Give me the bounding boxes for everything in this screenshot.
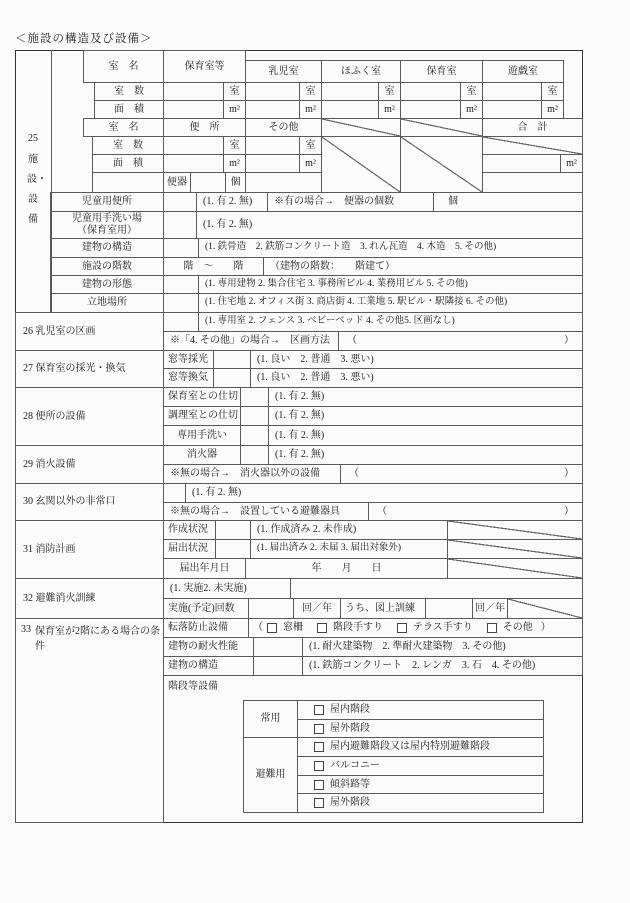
t1-col-nyujishitsu: 乳児室 [245, 60, 322, 83]
stairs-item-label: 屋内避難階段又は屋内特別避難階段 [330, 741, 490, 752]
t2-unit-room: 室 [223, 136, 246, 155]
checkbox-icon[interactable] [314, 780, 324, 790]
stairs-evac-item [297, 737, 544, 757]
t2-blank-cell [482, 172, 583, 193]
crossed-cell [447, 520, 583, 540]
hand-wash-options: (1. 有 2. 無) [196, 211, 583, 239]
checkbox-icon[interactable] [314, 761, 324, 771]
section-31-title: 31 消防計画 [15, 520, 164, 579]
hand-wash-label [50, 211, 164, 239]
child-toilet-entry[interactable] [163, 192, 197, 212]
checkbox-icon[interactable] [487, 623, 497, 633]
s33-structure-label: 建物の構造 [163, 656, 254, 676]
s32-options: (1. 実施2. 未実施) [163, 578, 291, 599]
location-entry[interactable] [163, 293, 199, 313]
stairs-item-label: 屋内階段 [330, 704, 370, 715]
t1-col-yugishitsu: 遊戯室 [482, 60, 564, 83]
s31-creation-entry[interactable] [215, 520, 251, 540]
stairs-item-label: 屋外階段 [330, 797, 370, 808]
t2-unit-room: 室 [299, 136, 322, 155]
section-25-vertical-title: 施設・設備 [27, 154, 47, 225]
t2-area-label: 面 積 [92, 154, 164, 173]
s27-daylight-entry[interactable] [213, 350, 251, 369]
s32-blank-cell [290, 578, 583, 599]
checkbox-icon[interactable] [397, 623, 407, 633]
t1-count-entry-hoiku[interactable] [400, 82, 461, 101]
s32-count-label: 実施(予定)回数 [163, 598, 249, 619]
stairs-evac-item [297, 793, 544, 813]
t1-unit-room: 室 [223, 82, 246, 101]
t1-unit-room: 室 [299, 82, 322, 101]
child-toilet-label: 児童用便所 [50, 192, 164, 212]
t1-room-name-header: 室 名 [83, 50, 164, 83]
t2-blank-cell [245, 172, 322, 193]
s26-options: (1. 専用室 2. フェンス 3. ベビーベッド 4. その他5. 区画なし) [198, 312, 583, 332]
stairs-evac-item [297, 756, 544, 776]
t1-unit-room: 室 [541, 82, 564, 101]
s28-partition-hoiku-label: 保育室との仕切 [163, 387, 241, 407]
open-paren: （ [349, 468, 359, 479]
t1-unit-room: 室 [378, 82, 401, 101]
t1-courtyard-header: 保育室等 [163, 50, 246, 83]
s28-handwash-options: (1. 有 2. 無) [268, 425, 583, 446]
s28-handwash-entry[interactable] [240, 425, 269, 446]
s33-fire-resist-options: (1. 耐火建築物 2. 準耐火建築物 3. その他) [302, 637, 583, 657]
s33-fire-resist-entry[interactable] [253, 637, 303, 657]
t1-area-entry-hofuku[interactable] [321, 100, 379, 119]
crossed-cell [400, 118, 483, 137]
t2-toilet-bowl-entry[interactable] [190, 172, 226, 193]
s32-per-year: 回／年 [472, 598, 508, 619]
stairs-normal-item [297, 719, 544, 738]
s32-tabletop-label: うち、図上訓練 [340, 598, 426, 619]
checkbox-icon[interactable] [314, 742, 324, 752]
close-paren: ） [564, 468, 574, 479]
t1-area-entry-courtyard[interactable] [163, 100, 224, 119]
t1-unit-room: 室 [460, 82, 483, 101]
section-29-title: 29 消火設備 [15, 445, 164, 484]
t1-col-hofukushitsu: ほふく室 [321, 60, 401, 83]
location-options: (1. 住宅地 2. オフィス街 3. 商店街 4. 工業地 5. 駅ビル・駅隣接 6. その他) [198, 293, 583, 313]
s32-tabletop-entry[interactable] [425, 598, 473, 619]
building-form-entry[interactable] [163, 275, 199, 294]
s26-note: ※「4. その他」の場合→ 区画方法 [163, 331, 339, 351]
s33-fall-options [248, 618, 583, 638]
section-27-title: 27 保育室の採光・換気 [15, 350, 164, 388]
t1-unit-sqm: m² [299, 100, 322, 119]
hand-wash-label-line2: （保育室用） [77, 225, 137, 236]
stairs-item-label: バルコニー [330, 760, 380, 771]
t1-count-entry-hofuku[interactable] [321, 82, 379, 101]
s27-ventilation-options: (1. 良い 2. 普通 3. 悪い) [250, 368, 583, 388]
checkbox-icon[interactable] [317, 623, 327, 633]
building-structure-entry[interactable] [163, 238, 199, 258]
building-form-label: 建物の形態 [50, 275, 164, 294]
t2-unit-ko: 個 [225, 172, 246, 193]
s30-evac-tools-writein[interactable] [368, 502, 583, 521]
s32-count-entry[interactable] [248, 598, 294, 619]
t2-area-entry-other[interactable] [245, 154, 300, 173]
checkbox-icon[interactable] [314, 798, 324, 808]
section-25-number-cell [15, 50, 52, 313]
t2-other-header: その他 [245, 118, 322, 137]
s31-creation-options: (1. 作成済み 2. 未作成) [250, 520, 448, 540]
t1-unit-sqm: m² [460, 100, 483, 119]
s33-fire-resist-label: 建物の耐火性能 [163, 637, 254, 657]
s27-ventilation-entry[interactable] [213, 368, 251, 388]
floors-label: 施設の階数 [50, 257, 164, 276]
hand-wash-label-line1: 児童用手洗い場 [72, 213, 142, 224]
s28-partition-kitchen-entry[interactable] [240, 406, 269, 426]
s26-entry[interactable] [163, 312, 199, 332]
open-paren: （ [377, 505, 387, 517]
t1-count-entry-yugi[interactable] [482, 82, 542, 101]
crossed-cell [321, 118, 401, 137]
building-structure-options: (1. 鉄骨造 2. 鉄筋コンクリート造 3. れん瓦造 4. 木造 5. その他) [198, 238, 583, 258]
s28-partition-hoiku-entry[interactable] [240, 387, 269, 407]
section-33-title-cell [15, 618, 164, 823]
s28-handwash-label: 専用手洗い [163, 425, 241, 446]
crossed-cell [507, 598, 583, 619]
s31-date-label: 届出年月日 [163, 558, 246, 579]
hand-wash-entry[interactable] [163, 211, 197, 239]
stairs-item-label: 傾斜路等 [330, 778, 370, 790]
stairs-evac-label: 避難用 [243, 737, 298, 813]
section-26-title: 26 乳児室の区画 [15, 312, 164, 351]
t2-count-entry-toilet[interactable] [163, 136, 224, 155]
s33-structure-options: (1. 鉄筋コンクリート 2. レンガ 3. 石 4. その他) [302, 656, 583, 676]
stairs-evac-item [297, 775, 544, 794]
s30-note: ※無の場合→ 設置している避難器具 [163, 502, 369, 521]
floors-range-cell[interactable]: 階 ～ 階 [163, 257, 264, 276]
s27-daylight-label: 窓等採光 [163, 350, 214, 369]
s31-creation-label: 作成状況 [163, 520, 216, 540]
s26-method-writein[interactable] [338, 331, 583, 351]
crossed-cell [447, 539, 583, 559]
t1-area-entry-yugi[interactable] [482, 100, 542, 119]
t1-count-label: 室 数 [94, 82, 164, 101]
crossed-cell [400, 136, 483, 193]
s27-ventilation-label: 窓等換気 [163, 368, 214, 388]
close-paren: ） [540, 622, 551, 633]
section-32-title: 32 避難消火訓練 [15, 578, 164, 619]
t1-count-entry-nyuji[interactable] [245, 82, 300, 101]
s33-fall-item-label: 窓柵 [283, 622, 303, 633]
s27-daylight-options: (1. 良い 2. 普通 3. 悪い) [250, 350, 583, 369]
s31-submission-entry[interactable] [215, 539, 251, 559]
t2-toilet-header: 便 所 [163, 118, 246, 137]
crossed-cell [321, 136, 401, 193]
s31-submission-options: (1. 届出済み 2. 未届 3. 届出対象外) [250, 539, 448, 559]
section-33-title: 保育室が2階にある場合の条件 [35, 626, 160, 652]
t1-unit-sqm: m² [541, 100, 564, 119]
s33-fall-label: 転落防止設備 [163, 618, 249, 638]
t2-total-header: 合 計 [482, 118, 583, 137]
t2-room-name-header: 室 名 [83, 118, 164, 137]
s28-partition-kitchen-options: (1. 有 2. 無) [268, 406, 583, 426]
crossed-cell [482, 136, 583, 155]
checkbox-icon[interactable] [267, 623, 277, 633]
checkbox-icon[interactable] [314, 724, 324, 734]
section-28-title: 28 便所の設備 [15, 387, 164, 446]
t2-count-entry-other[interactable] [245, 136, 300, 155]
location-label: 立地場所 [50, 293, 164, 313]
s29-extinguisher-entry[interactable] [240, 445, 269, 465]
s32-per-year: 回／年 [293, 598, 341, 619]
t2-total-area-entry[interactable] [482, 154, 561, 173]
stairs-item-label: 屋外階段 [330, 722, 370, 734]
s30-options: (1. 有 2. 無) [185, 483, 583, 503]
open-paren: （ [347, 335, 357, 346]
close-paren: ） [564, 335, 574, 346]
child-toilet-options: (1. 有 2. 無) [196, 192, 268, 212]
stairs-normal-label: 常用 [243, 700, 298, 738]
building-form-options: (1. 専用建物 2. 集合住宅 3. 事務所ビル 4. 業務用ビル 5. その他) [198, 275, 583, 294]
t1-area-entry-hoiku[interactable] [400, 100, 461, 119]
crossed-cell [447, 558, 583, 579]
t1-unit-sqm: m² [223, 100, 246, 119]
floors-note-cell[interactable]: （建物の階数： 階建て） [263, 257, 583, 276]
t1-area-label: 面 積 [94, 100, 164, 119]
t2-toilet-bowl-label: 便器 [163, 172, 191, 193]
s33-stairs-label: 階段等設備 [168, 681, 218, 692]
s31-submission-label: 届出状況 [163, 539, 216, 559]
stairs-normal-item [297, 700, 544, 720]
open-paren: （ [253, 622, 263, 633]
close-paren: ） [564, 505, 574, 517]
t2-unit-sqm: m² [560, 154, 583, 173]
t2-blank-cell [92, 172, 164, 193]
t1-unit-sqm: m² [378, 100, 401, 119]
s31-date-cell[interactable]: 年 月 日 [245, 558, 448, 579]
s29-note: ※無の場合→ 消火器以外の設備 [163, 464, 341, 484]
child-toilet-count-cell[interactable]: 個 [433, 192, 583, 212]
t1-col-hoikushitsu: 保育室 [400, 60, 483, 83]
section-33-number: 33 [21, 624, 31, 635]
s28-partition-hoiku-options: (1. 有 2. 無) [268, 387, 583, 407]
s30-entry[interactable] [163, 483, 186, 503]
s28-partition-kitchen-label: 調理室との仕切 [163, 406, 241, 426]
s33-fall-item-label: その他 [502, 622, 533, 633]
t2-unit-sqm: m² [223, 154, 246, 173]
s33-fall-item-label: テラス手すり [413, 622, 473, 633]
s29-other-equipment-writein[interactable] [340, 464, 583, 484]
s29-extinguisher-options: (1. 有 2. 無) [268, 445, 583, 465]
s33-fall-item-label: 階段手すり [333, 622, 383, 633]
building-structure-label: 建物の構造 [50, 238, 164, 258]
child-toilet-note: ※有の場合→ 便器の個数 [267, 192, 434, 212]
section-30-title: 30 玄関以外の非常口 [15, 483, 164, 521]
t2-area-entry-toilet[interactable] [163, 154, 224, 173]
section-25-number: 25 [28, 133, 38, 144]
t2-unit-sqm: m² [299, 154, 322, 173]
t1-area-entry-nyuji[interactable] [245, 100, 300, 119]
t1-count-entry-courtyard[interactable] [163, 82, 224, 101]
t2-count-label: 室 数 [92, 136, 164, 155]
s33-structure-entry[interactable] [253, 656, 303, 676]
page-title: ＜施設の構造及び設備＞ [15, 33, 153, 45]
checkbox-icon[interactable] [314, 705, 324, 715]
s29-extinguisher-label: 消火器 [163, 445, 241, 465]
